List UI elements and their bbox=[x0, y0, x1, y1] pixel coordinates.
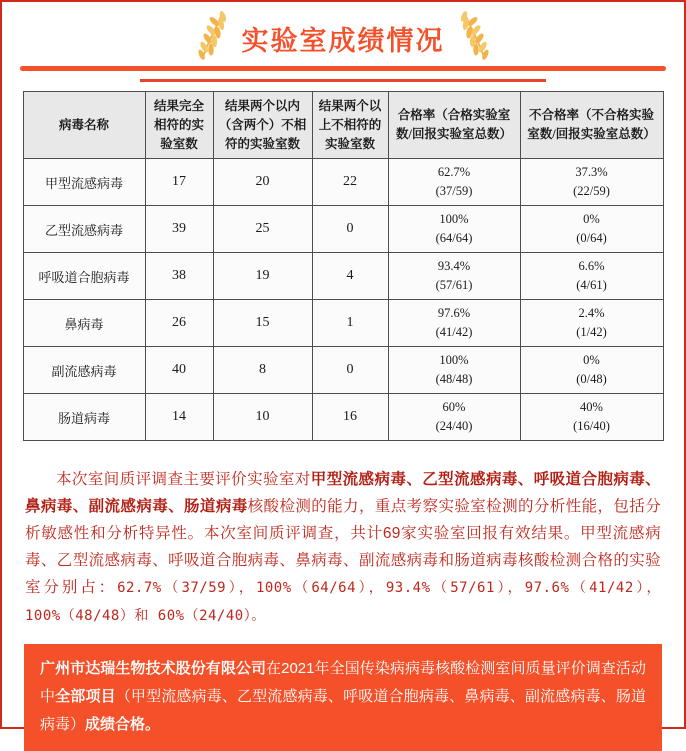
pass-rate-cell: 97.6% (41/42) bbox=[388, 300, 520, 347]
text-segment: 广州市达瑞生物技术股份有限公司 bbox=[40, 660, 267, 677]
wheat-branch-icon bbox=[459, 11, 493, 66]
text-segment: 核酸检测的能力，重点考察实验室检测的分析性能，包括分析敏感性和分析特异性。本次室间质评调查，共计69家实验室回报有效结果。甲型流感病毒、乙型流感病毒、呼吸道合胞病毒、鼻病毒、副流感病毒和肠道病毒核酸检测合格的实验室分别占： bbox=[25, 498, 661, 596]
virus-name-cell: 副流感病毒 bbox=[23, 347, 145, 394]
text-segment: 成绩合格。 bbox=[85, 716, 161, 733]
over-two-count-cell: 0 bbox=[312, 347, 388, 394]
summary-paragraph bbox=[25, 466, 661, 630]
full-match-count-cell: 26 bbox=[145, 300, 213, 347]
full-match-count-cell: 39 bbox=[145, 206, 213, 253]
over-two-count-cell: 4 bbox=[312, 253, 388, 300]
table-row bbox=[23, 394, 663, 441]
within-two-count-cell: 8 bbox=[213, 347, 312, 394]
over-two-count-cell: 0 bbox=[312, 206, 388, 253]
fail-rate-cell: 2.4% (1/42) bbox=[520, 300, 663, 347]
within-two-count-cell: 25 bbox=[213, 206, 312, 253]
text-segment: 在2021年全国传染病病毒核酸检测室间质量评价调查活动中 bbox=[40, 660, 646, 705]
column-header: 结果两个以上不相符的实验室数 bbox=[312, 92, 388, 159]
page-title: 实验室成绩情况 bbox=[241, 25, 445, 56]
fail-rate-cell: 6.6% (4/61) bbox=[520, 253, 663, 300]
full-match-count-cell: 38 bbox=[145, 253, 213, 300]
divider-thick bbox=[20, 66, 666, 71]
table-row bbox=[23, 206, 663, 253]
full-match-count-cell: 14 bbox=[145, 394, 213, 441]
pass-rate-cell: 100% (48/48) bbox=[388, 347, 520, 394]
within-two-count-cell: 15 bbox=[213, 300, 312, 347]
full-match-count-cell: 40 bbox=[145, 347, 213, 394]
virus-name-cell: 鼻病毒 bbox=[23, 300, 145, 347]
text-segment: 本次室间质评调查主要评价实验室对 bbox=[56, 471, 311, 488]
column-header: 结果两个以内（含两个）不相符的实验室数 bbox=[213, 92, 312, 159]
title-row bbox=[2, 13, 684, 63]
divider-thin bbox=[140, 79, 546, 82]
virus-name-cell: 乙型流感病毒 bbox=[23, 206, 145, 253]
wheat-branch-icon bbox=[194, 11, 228, 66]
table-row bbox=[23, 159, 663, 206]
fail-rate-cell: 0% (0/64) bbox=[520, 206, 663, 253]
results-table bbox=[23, 91, 664, 441]
fail-rate-cell: 40% (16/40) bbox=[520, 394, 663, 441]
within-two-count-cell: 10 bbox=[213, 394, 312, 441]
table-header bbox=[23, 92, 663, 159]
full-match-count-cell: 17 bbox=[145, 159, 213, 206]
over-two-count-cell: 16 bbox=[312, 394, 388, 441]
table-row bbox=[23, 253, 663, 300]
column-header: 合格率（合格实验室数/回报实验室总数） bbox=[388, 92, 520, 159]
column-header: 病毒名称 bbox=[23, 92, 145, 159]
notice-box bbox=[24, 644, 662, 751]
page-header bbox=[2, 13, 684, 82]
column-header: 结果完全相符的实验室数 bbox=[145, 92, 213, 159]
text-segment: 全部项目 bbox=[55, 688, 116, 705]
table-row bbox=[23, 300, 663, 347]
pass-rate-cell: 100% (64/64) bbox=[388, 206, 520, 253]
column-header: 不合格率（不合格实验室数/回报实验室总数） bbox=[520, 92, 663, 159]
virus-name-cell: 甲型流感病毒 bbox=[23, 159, 145, 206]
pass-rate-cell: 60% (24/40) bbox=[388, 394, 520, 441]
within-two-count-cell: 19 bbox=[213, 253, 312, 300]
within-two-count-cell: 20 bbox=[213, 159, 312, 206]
fail-rate-cell: 0% (0/48) bbox=[520, 347, 663, 394]
text-segment: （甲型流感病毒、乙型流感病毒、呼吸道合胞病毒、鼻病毒、副流感病毒、肠道病毒） bbox=[40, 688, 646, 733]
text-segment: 甲型流感病毒、乙型流感病毒、呼吸道合胞病毒、鼻病毒、副流感病毒、肠道病毒 bbox=[25, 471, 661, 515]
virus-name-cell: 肠道病毒 bbox=[23, 394, 145, 441]
virus-name-cell: 呼吸道合胞病毒 bbox=[23, 253, 145, 300]
table-header-row bbox=[23, 92, 663, 159]
over-two-count-cell: 22 bbox=[312, 159, 388, 206]
text-segment: 62.7%（37/59），100%（64/64），93.4%（57/61），97.6%（41/42），100%（48/48）和 60%（24/40）。 bbox=[25, 580, 661, 624]
table-row bbox=[23, 347, 663, 394]
pass-rate-cell: 93.4% (57/61) bbox=[388, 253, 520, 300]
fail-rate-cell: 37.3% (22/59) bbox=[520, 159, 663, 206]
over-two-count-cell: 1 bbox=[312, 300, 388, 347]
pass-rate-cell: 62.7% (37/59) bbox=[388, 159, 520, 206]
table-body bbox=[23, 159, 663, 441]
